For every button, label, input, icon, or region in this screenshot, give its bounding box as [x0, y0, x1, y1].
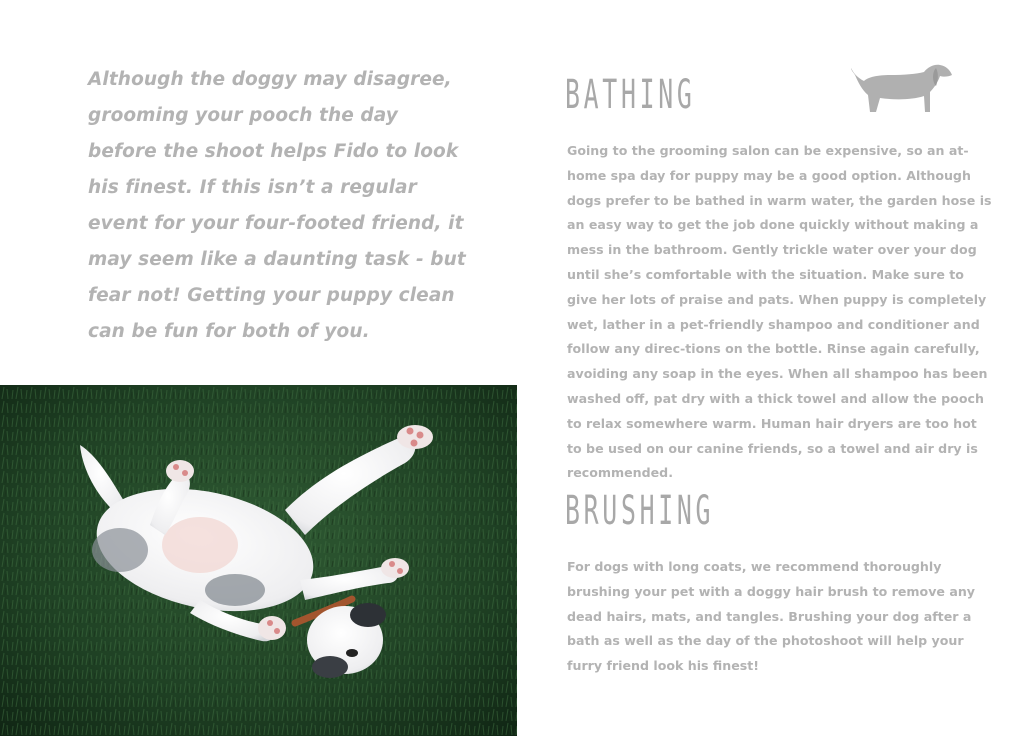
dachshund-icon	[848, 62, 954, 120]
section-body-bathing: Going to the grooming salon can be expensive, so an at-home spa day for puppy may be a good option. Although dogs prefer to be bathed in warm water, the garden hose is an easy way to get the job done quickly without making a mess in the bathroom. Gently trickle water over your dog until she’s comfortable with the situation. Make sure to give her lots of praise and pats. When puppy is completely wet, lather in a pet-friendly shampoo and conditioner and follow any direc-tions on the bottle. Rinse again carefully, avoiding any soap in the eyes. When all shampoo has been washed off, pat dry with a thick towel and allow the pooch to relax somewhere warm. Human hair dryers are too hot to be used on our canine friends, so a towel and air dry is recommended.	[567, 143, 992, 481]
section-heading-brushing: BRUSHING	[565, 488, 715, 534]
intro-quote: Although the doggy may disagree, grooming your pooch the day before the shoot helps Fido to look his finest. If this isn’t a regular event for your four-footed friend, it may seem like a daunting task - but fear not! Getting your puppy clean can be fun for both of you.	[88, 69, 466, 342]
section-body-brushing: For dogs with long coats, we recommend thoroughly brushing your pet with a doggy hair brush to remove any dead hairs, mats, and tangles. Brushing your dog after a bath as well as the day of the photoshoot will help your furry friend look his finest!	[567, 559, 976, 674]
section-heading-bathing: BATHING	[565, 72, 696, 118]
puppy-photo	[0, 385, 517, 736]
